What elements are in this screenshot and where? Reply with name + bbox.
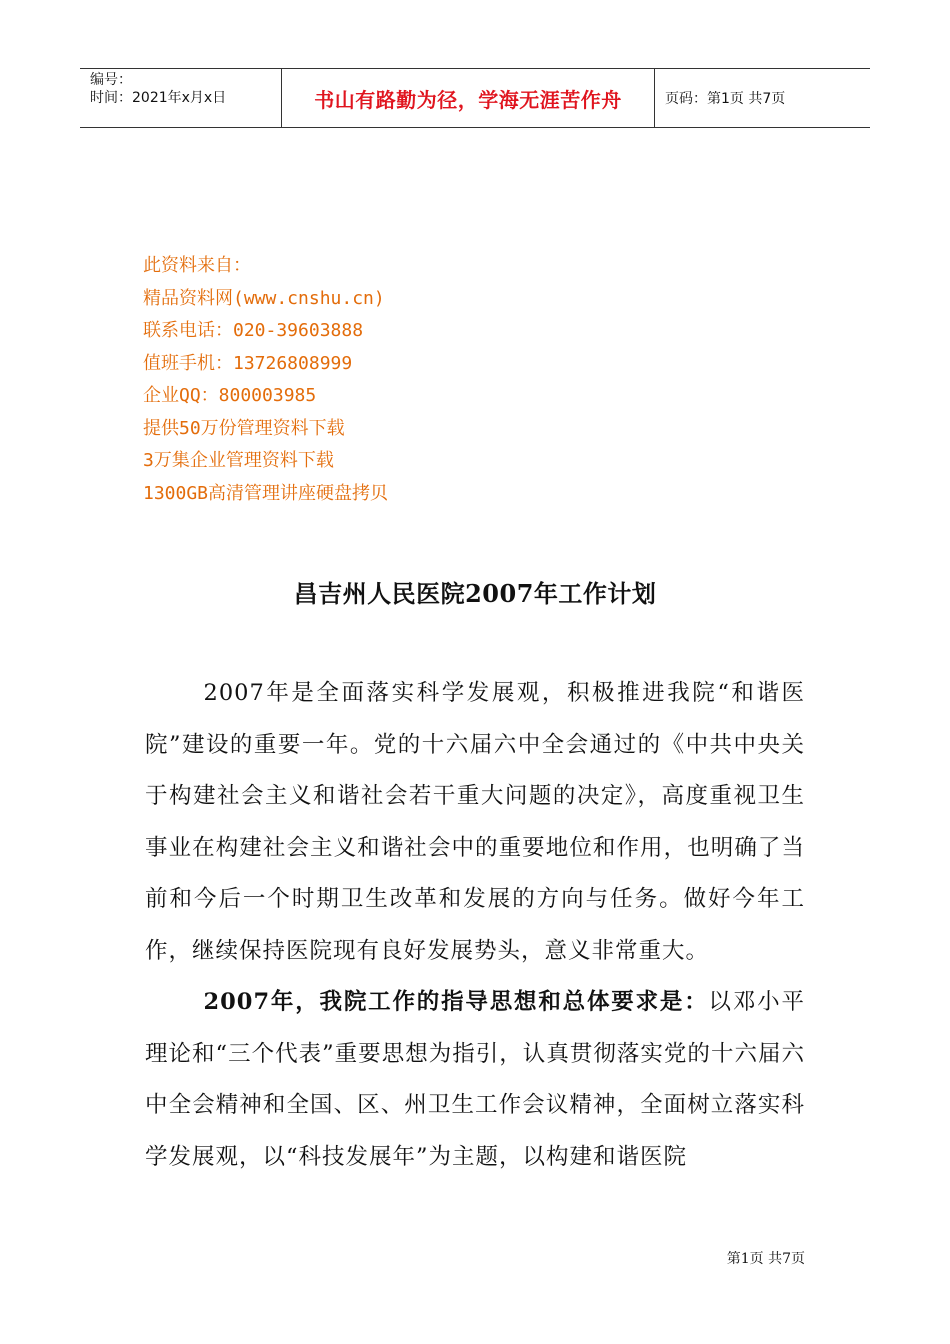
promo-line: 精品资料网(www.cnshu.cn)	[143, 287, 385, 309]
serial-label: 编号：	[90, 72, 132, 88]
page-number: 第1页 共7页	[726, 1251, 805, 1267]
promo-line: 联系电话：020-39603888	[143, 320, 364, 341]
document-body	[145, 668, 805, 1183]
document-title: 昌吉州人民医院2007年工作计划	[293, 579, 657, 608]
page-info-text: 页码：第1页 共7页	[665, 91, 786, 107]
promo-line: 企业QQ：800003985	[143, 385, 317, 406]
header-motto	[282, 69, 655, 127]
header-meta	[80, 69, 282, 127]
paragraph	[145, 977, 805, 1183]
promo-line: 值班手机：13726808999	[143, 352, 353, 374]
promo-line: 3万集企业管理资料下载	[143, 450, 334, 471]
paragraph-text: 以邓小平理论和“三个代表”重要思想为指引，认真贯彻落实党的十六届六中全会精神和全国、区、州卫生工作会议精神，全面树立落实科学发展观，以“科技发展年”为主题，以构建和谐医院	[145, 989, 805, 1170]
promo-block	[143, 250, 388, 510]
promo-line: 提供50万份管理资料下载	[143, 417, 345, 439]
motto-text: 书山有路勤为径，学海无涯苦作舟	[314, 87, 622, 112]
promo-line: 此资料来自：	[143, 255, 251, 276]
document-header	[80, 68, 870, 128]
paragraph: 2007年是全面落实科学发展观，积极推进我院“和谐医院”建设的重要一年。党的十六届六中全会通过的《中共中央关于构建社会主义和谐社会若干重大问题的决定》，高度重视卫生事业在构建社会主义和谐社会中的重要地位和作用，也明确了当前和今后一个时期卫生改革和发展的方向与任务。做好今年工作，继续保持医院现有良好发展势头，意义非常重大。	[145, 680, 805, 964]
header-page-info	[655, 69, 870, 127]
paragraph-lead: 2007年，我院工作的指导思想和总体要求是：	[203, 989, 709, 1015]
promo-line: 1300GB高清管理讲座硬盘拷贝	[143, 482, 389, 504]
time-label: 时间：2021年x月x日	[90, 90, 227, 106]
